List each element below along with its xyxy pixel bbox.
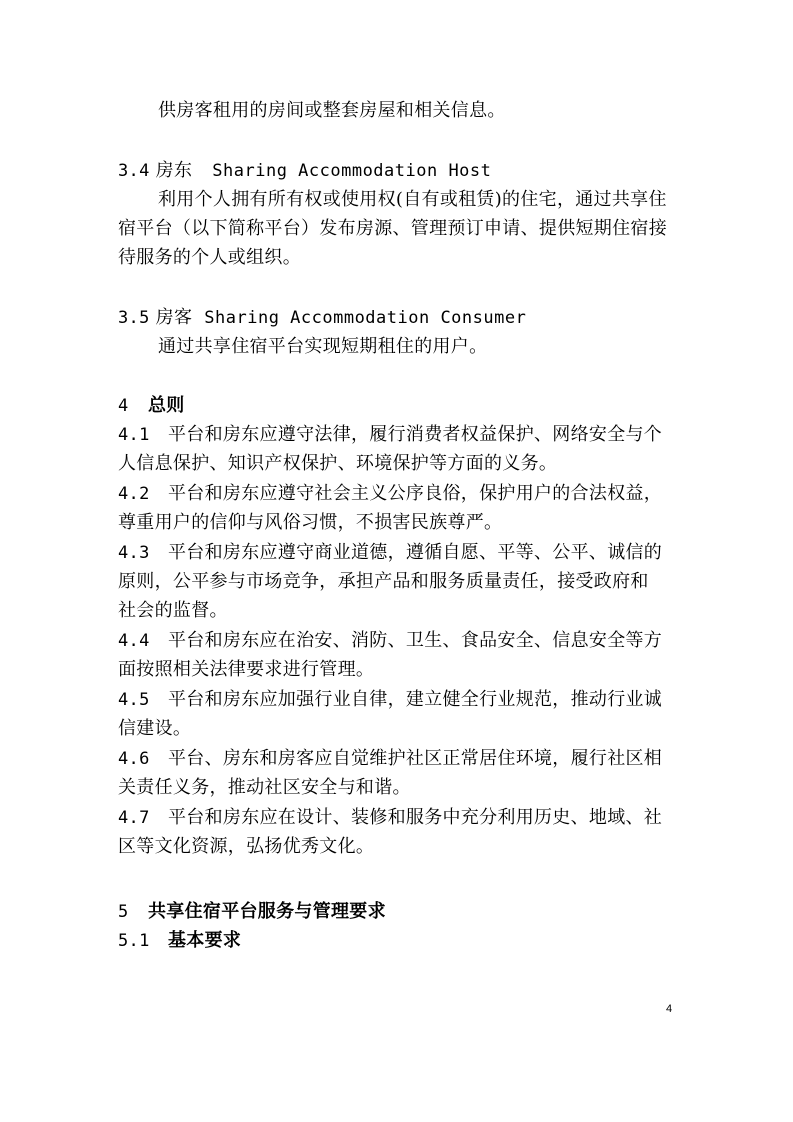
section-number: 4 — [118, 396, 129, 416]
section-heading-5 — [118, 901, 678, 923]
clause-4-6 — [118, 748, 678, 770]
section-number: 5 — [118, 902, 129, 922]
paragraph-line: 原则，公平参与市场竞争，承担产品和服务质量责任，接受政府和 — [118, 571, 649, 592]
paragraph-line: 通过共享住宿平台实现短期租住的用户。 — [158, 336, 488, 357]
paragraph-line: 社会的监督。 — [118, 600, 228, 621]
clause-text: 平台和房东应加强行业自律，建立健全行业规范，推动行业诚 — [168, 689, 663, 710]
clause-number: 4.5 — [118, 690, 150, 710]
page-number: 4 — [666, 1003, 673, 1015]
section-heading-4 — [118, 395, 678, 417]
term-title-en: Sharing Accommodation Consumer — [204, 308, 527, 328]
clause-4-7 — [118, 807, 678, 829]
clause-number: 4.3 — [118, 543, 150, 563]
paragraph-line: 利用个人拥有所有权或使用权(自有或租赁)的住宅，通过共享住 — [158, 189, 667, 210]
term-title-en: Sharing Accommodation Host — [212, 161, 492, 181]
clause-text: 平台、房东和房客应自觉维护社区正常居住环境，履行社区相 — [168, 748, 663, 769]
term-heading-3-5 — [118, 307, 678, 329]
clause-number: 4.6 — [118, 749, 150, 769]
section-title: 共享住宿平台服务与管理要求 — [148, 901, 386, 922]
subsection-title: 基本要求 — [168, 930, 242, 951]
clause-4-3 — [118, 542, 678, 564]
term-number: 3.4 — [118, 161, 150, 181]
term-number: 3.5 — [118, 308, 150, 328]
clause-text: 平台和房东应在治安、消防、卫生、食品安全、信息安全等方 — [168, 630, 663, 651]
clause-number: 4.1 — [118, 425, 150, 445]
paragraph-line: 供房客租用的房间或整套房屋和相关信息。 — [158, 100, 506, 121]
clause-number: 4.4 — [118, 631, 150, 651]
clause-4-2 — [118, 483, 678, 505]
paragraph-line: 关责任义务，推动社区安全与和谐。 — [118, 777, 411, 798]
clause-number: 4.2 — [118, 484, 150, 504]
clause-number: 4.7 — [118, 808, 150, 828]
paragraph-line: 面按照相关法律要求进行管理。 — [118, 659, 375, 680]
paragraph-line: 信建设。 — [118, 718, 192, 739]
clause-text: 平台和房东应遵守法律，履行消费者权益保护、网络安全与个 — [168, 424, 663, 445]
subsection-number: 5.1 — [118, 931, 150, 951]
clause-text: 平台和房东应遵守社会主义公序良俗，保护用户的合法权益， — [168, 483, 663, 504]
paragraph-line: 区等文化资源，弘扬优秀文化。 — [118, 836, 375, 857]
term-title-cn: 房客 — [155, 307, 193, 328]
subsection-heading-5-1 — [118, 930, 678, 952]
term-heading-3-4 — [118, 160, 678, 182]
clause-4-1 — [118, 424, 678, 446]
paragraph-line: 人信息保护、知识产权保护、环境保护等方面的义务。 — [118, 453, 558, 474]
section-title: 总则 — [148, 395, 185, 416]
paragraph-line: 待服务的个人或组织。 — [118, 247, 301, 268]
paragraph-line: 宿平台（以下简称平台）发布房源、管理预订申请、提供短期住宿接 — [118, 218, 667, 239]
clause-4-4 — [118, 630, 678, 652]
paragraph-line: 尊重用户的信仰与风俗习惯，不损害民族尊严。 — [118, 512, 503, 533]
clause-text: 平台和房东应在设计、装修和服务中充分利用历史、地域、社 — [168, 807, 663, 828]
term-title-cn: 房东 — [155, 160, 193, 181]
clause-4-5 — [118, 689, 678, 711]
clause-text: 平台和房东应遵守商业道德，遵循自愿、平等、公平、诚信的 — [168, 542, 663, 563]
